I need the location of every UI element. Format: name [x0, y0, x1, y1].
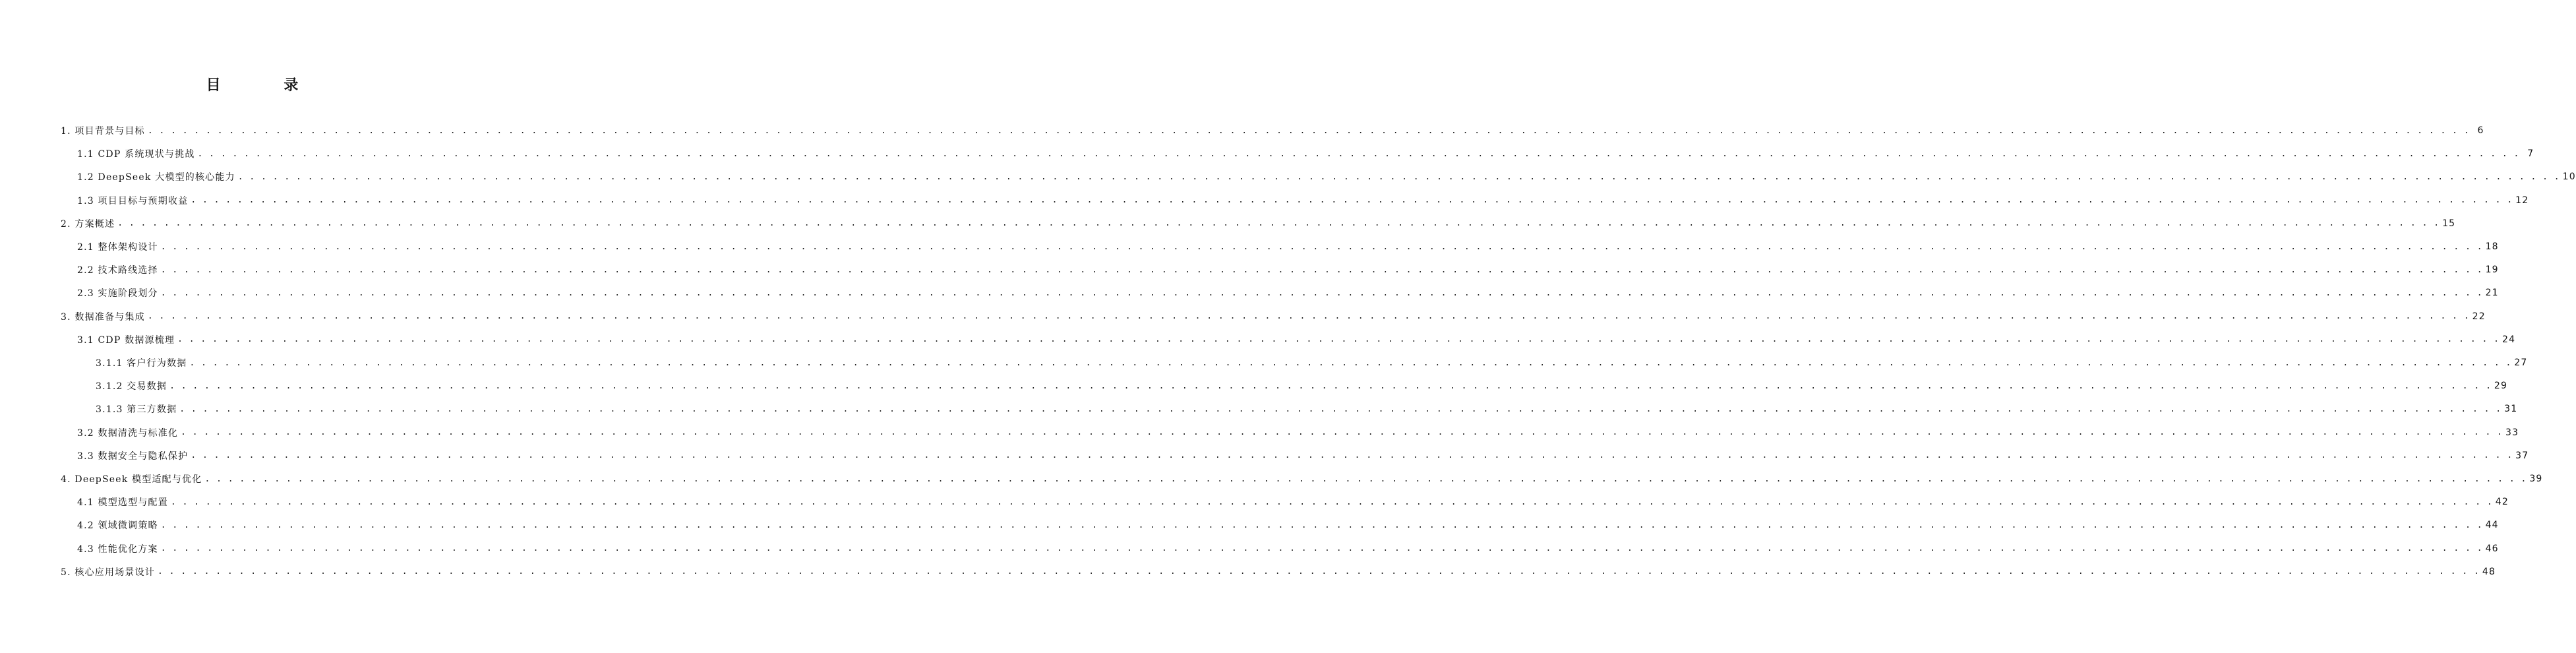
toc-entry-page-number: 48	[2482, 566, 2496, 577]
toc-entry-page-number: 39	[2529, 474, 2543, 484]
toc-entry-page-number: 24	[2501, 334, 2516, 345]
dot-leader: . . . . . . . . . . . . . . . . . . . . . . . . . . . . . . . . . . . . . . . . . . . . . . . . . . . . . . . . . . . . . . . . . . . . . . . . . . . . . . . . . . . . . . . . . . . . . . . . . . . . . . . . . . . . . . . . . . . . . . . . . . . . . . . . . . . . . . . . . . . . . . . . . . . . . . . . . . . . . . . . . . . . . . . . . . . . . . . . . . . . . . . . . . . . . . . . . . . . . . . .	[179, 404, 2502, 414]
toc-entry-label: 1.1 CDP 系统现状与挑战	[77, 149, 195, 160]
toc-title: 目 录	[206, 77, 328, 94]
toc-entry-page-number: 18	[2485, 241, 2499, 252]
toc-entry-label: 1.2 DeepSeek 大模型的核心能力	[77, 172, 235, 183]
toc-entry[interactable]	[0, 378, 2508, 394]
dot-leader: . . . . . . . . . . . . . . . . . . . . . . . . . . . . . . . . . . . . . . . . . . . . . . . . . . . . . . . . . . . . . . . . . . . . . . . . . . . . . . . . . . . . . . . . . . . . . . . . . . . . . . . . . . . . . . . . . . . . . . . . . . . . . . . . . . . . . . . . . . . . . . . . . . . . . . . . . . . . . . . . . . . . . . . . . . . . . . . . . . . . . . . . . . . . . . . . . . . . . . . .	[197, 148, 2520, 159]
toc-entry-page-number: 15	[2442, 218, 2456, 229]
toc-entry-label: 2.3 实施阶段划分	[77, 288, 158, 299]
toc-entry-page-number: 33	[2505, 427, 2519, 438]
dot-leader: . . . . . . . . . . . . . . . . . . . . . . . . . . . . . . . . . . . . . . . . . . . . . . . . . . . . . . . . . . . . . . . . . . . . . . . . . . . . . . . . . . . . . . . . . . . . . . . . . . . . . . . . . . . . . . . . . . . . . . . . . . . . . . . . . . . . . . . . . . . . . . . . . . . . . . . . . . . . . . . . . . . . . . . . . . . . . . . . . . . . . . . . . . . . . . . . . . . . . . . .	[189, 358, 2512, 368]
toc-entry-page-number: 42	[2495, 497, 2509, 508]
dot-leader: . . . . . . . . . . . . . . . . . . . . . . . . . . . . . . . . . . . . . . . . . . . . . . . . . . . . . . . . . . . . . . . . . . . . . . . . . . . . . . . . . . . . . . . . . . . . . . . . . . . . . . . . . . . . . . . . . . . . . . . . . . . . . . . . . . . . . . . . . . . . . . . . . . . . . . . . . . . . . . . . . . . . . . . . . . . . . . . . . . . . . . . . . . . . . . . . . . . . . . . .	[181, 427, 2503, 438]
dot-leader: . . . . . . . . . . . . . . . . . . . . . . . . . . . . . . . . . . . . . . . . . . . . . . . . . . . . . . . . . . . . . . . . . . . . . . . . . . . . . . . . . . . . . . . . . . . . . . . . . . . . . . . . . . . . . . . . . . . . . . . . . . . . . . . . . . . . . . . . . . . . . . . . . . . . . . . . . . . . . . . . . . . . . . . . . . . . . . . . . . . . . . . . . . . . . . . . . . . . . . . .	[160, 520, 2483, 530]
toc-entry-label: 3. 数据准备与集成	[61, 311, 145, 323]
toc-entry[interactable]	[0, 146, 2534, 162]
toc-entry-page-number: 7	[2527, 148, 2534, 160]
dot-leader: . . . . . . . . . . . . . . . . . . . . . . . . . . . . . . . . . . . . . . . . . . . . . . . . . . . . . . . . . . . . . . . . . . . . . . . . . . . . . . . . . . . . . . . . . . . . . . . . . . . . . . . . . . . . . . . . . . . . . . . . . . . . . . . . . . . . . . . . . . . . . . . . . . . . . . . . . . . . . . . . . . . . . . . . . . . . . . . . . . . . . . . . . . . . . . . . . . . . . . . .	[160, 544, 2483, 554]
toc-entry[interactable]	[0, 285, 2499, 301]
toc-entry-label: 3.1.2 交易数据	[96, 381, 167, 392]
toc-entry[interactable]	[0, 355, 2528, 371]
toc-entry-page-number: 10	[2562, 171, 2576, 183]
toc-entry[interactable]	[0, 216, 2456, 232]
toc-entry[interactable]	[0, 193, 2529, 208]
dot-leader: . . . . . . . . . . . . . . . . . . . . . . . . . . . . . . . . . . . . . . . . . . . . . . . . . . . . . . . . . . . . . . . . . . . . . . . . . . . . . . . . . . . . . . . . . . . . . . . . . . . . . . . . . . . . . . . . . . . . . . . . . . . . . . . . . . . . . . . . . . . . . . . . . . . . . . . . . . . . . . . . . . . . . . . . . . . . . . . . . . . . . . . . . . . . . . . . . . . . . . . .	[169, 381, 2492, 391]
toc-entry-page-number: 21	[2485, 288, 2499, 299]
dot-leader: . . . . . . . . . . . . . . . . . . . . . . . . . . . . . . . . . . . . . . . . . . . . . . . . . . . . . . . . . . . . . . . . . . . . . . . . . . . . . . . . . . . . . . . . . . . . . . . . . . . . . . . . . . . . . . . . . . . . . . . . . . . . . . . . . . . . . . . . . . . . . . . . . . . . . . . . . . . . . . . . . . . . . . . . . . . . . . . . . . . . . . . . . . . . . . . . . . . . . . . .	[117, 218, 2440, 229]
toc-entry-page-number: 44	[2485, 520, 2499, 531]
toc-entry-label: 1. 项目背景与目标	[61, 126, 145, 137]
toc-entry-page-number: 22	[2472, 311, 2486, 322]
toc-entry[interactable]	[0, 517, 2499, 533]
dot-leader: . . . . . . . . . . . . . . . . . . . . . . . . . . . . . . . . . . . . . . . . . . . . . . . . . . . . . . . . . . . . . . . . . . . . . . . . . . . . . . . . . . . . . . . . . . . . . . . . . . . . . . . . . . . . . . . . . . . . . . . . . . . . . . . . . . . . . . . . . . . . . . . . . . . . . . . . . . . . . . . . . . . . . . . . . . . . . . . . . . . . . . . . . . . . . . . . . . . . . . . .	[160, 288, 2483, 298]
toc-entry[interactable]	[0, 169, 2576, 185]
toc-entry-label: 4.2 领域微调策略	[77, 520, 158, 532]
toc-entry[interactable]	[0, 425, 2519, 441]
toc-entry-label: 2. 方案概述	[61, 218, 115, 230]
dot-leader: . . . . . . . . . . . . . . . . . . . . . . . . . . . . . . . . . . . . . . . . . . . . . . . . . . . . . . . . . . . . . . . . . . . . . . . . . . . . . . . . . . . . . . . . . . . . . . . . . . . . . . . . . . . . . . . . . . . . . . . . . . . . . . . . . . . . . . . . . . . . . . . . . . . . . . . . . . . . . . . . . . . . . . . . . . . . . . . . . . . . . . . . . . . . . . . . . . . . . . . .	[147, 125, 2470, 136]
toc-entry-page-number: 37	[2515, 450, 2529, 461]
dot-leader: . . . . . . . . . . . . . . . . . . . . . . . . . . . . . . . . . . . . . . . . . . . . . . . . . . . . . . . . . . . . . . . . . . . . . . . . . . . . . . . . . . . . . . . . . . . . . . . . . . . . . . . . . . . . . . . . . . . . . . . . . . . . . . . . . . . . . . . . . . . . . . . . . . . . . . . . . . . . . . . . . . . . . . . . . . . . . . . . . . . . . . . . . . . . . . . . . . . . . . . .	[158, 567, 2480, 577]
toc-entry[interactable]	[0, 332, 2516, 348]
dot-leader: . . . . . . . . . . . . . . . . . . . . . . . . . . . . . . . . . . . . . . . . . . . . . . . . . . . . . . . . . . . . . . . . . . . . . . . . . . . . . . . . . . . . . . . . . . . . . . . . . . . . . . . . . . . . . . . . . . . . . . . . . . . . . . . . . . . . . . . . . . . . . . . . . . . . . . . . . . . . . . . . . . . . . . . . . . . . . . . . . . . . . . . . . . . . . . . . . . . . . . . .	[177, 334, 2500, 345]
toc-entry-label: 4.3 性能优化方案	[77, 544, 158, 555]
toc-entry[interactable]	[0, 309, 2486, 325]
toc-entry-label: 3.1.1 客户行为数据	[96, 358, 187, 369]
toc-entry-page-number: 12	[2515, 195, 2529, 206]
toc-entry[interactable]	[0, 448, 2529, 464]
toc-entry-label: 4.1 模型选型与配置	[77, 497, 168, 509]
dot-leader: . . . . . . . . . . . . . . . . . . . . . . . . . . . . . . . . . . . . . . . . . . . . . . . . . . . . . . . . . . . . . . . . . . . . . . . . . . . . . . . . . . . . . . . . . . . . . . . . . . . . . . . . . . . . . . . . . . . . . . . . . . . . . . . . . . . . . . . . . . . . . . . . . . . . . . . . . . . . . . . . . . . . . . . . . . . . . . . . . . . . . . . . . . . . . . . . . . . . . . . .	[160, 241, 2483, 252]
toc-entry[interactable]	[0, 541, 2499, 557]
dot-leader: . . . . . . . . . . . . . . . . . . . . . . . . . . . . . . . . . . . . . . . . . . . . . . . . . . . . . . . . . . . . . . . . . . . . . . . . . . . . . . . . . . . . . . . . . . . . . . . . . . . . . . . . . . . . . . . . . . . . . . . . . . . . . . . . . . . . . . . . . . . . . . . . . . . . . . . . . . . . . . . . . . . . . . . . . . . . . . . . . . . . . . . . . . . . . . . . . . . . . . . .	[191, 195, 2513, 206]
toc-entry-label: 1.3 项目目标与预期收益	[77, 195, 189, 206]
toc-entry[interactable]	[0, 239, 2499, 255]
toc-entry-label: 5. 核心应用场景设计	[61, 567, 156, 578]
dot-leader: . . . . . . . . . . . . . . . . . . . . . . . . . . . . . . . . . . . . . . . . . . . . . . . . . . . . . . . . . . . . . . . . . . . . . . . . . . . . . . . . . . . . . . . . . . . . . . . . . . . . . . . . . . . . . . . . . . . . . . . . . . . . . . . . . . . . . . . . . . . . . . . . . . . . . . . . . . . . . . . . . . . . . . . . . . . . . . . . . . . . . . . . . . . . . . . . . . . . . . . .	[160, 264, 2483, 275]
dot-leader: . . . . . . . . . . . . . . . . . . . . . . . . . . . . . . . . . . . . . . . . . . . . . . . . . . . . . . . . . . . . . . . . . . . . . . . . . . . . . . . . . . . . . . . . . . . . . . . . . . . . . . . . . . . . . . . . . . . . . . . . . . . . . . . . . . . . . . . . . . . . . . . . . . . . . . . . . . . . . . . . . . . . . . . . . . . . . . . . . . . . . . . . . . . . . . . . . . . . . . . .	[170, 497, 2493, 507]
toc-entry[interactable]	[0, 471, 2543, 487]
toc-entry-page-number: 31	[2504, 404, 2518, 415]
toc-entry[interactable]	[0, 401, 2518, 417]
toc-entry[interactable]	[0, 564, 2496, 580]
toc-entry[interactable]	[0, 262, 2499, 278]
toc-entry-label: 3.1.3 第三方数据	[96, 404, 177, 416]
toc-entry-label: 3.3 数据安全与隐私保护	[77, 451, 189, 462]
toc-entry-label: 2.1 整体架构设计	[77, 242, 158, 253]
toc-entry-label: 2.2 技术路线选择	[77, 265, 158, 276]
toc-entry[interactable]	[0, 494, 2509, 510]
toc-entry-page-number: 29	[2494, 381, 2508, 392]
dot-leader: . . . . . . . . . . . . . . . . . . . . . . . . . . . . . . . . . . . . . . . . . . . . . . . . . . . . . . . . . . . . . . . . . . . . . . . . . . . . . . . . . . . . . . . . . . . . . . . . . . . . . . . . . . . . . . . . . . . . . . . . . . . . . . . . . . . . . . . . . . . . . . . . . . . . . . . . . . . . . . . . . . . . . . . . . . . . . . . . . . . . . . . . . . . . . . . . . . . . . . . .	[237, 171, 2560, 182]
toc-entry-label: 3.2 数据清洗与标准化	[77, 427, 179, 439]
dot-leader: . . . . . . . . . . . . . . . . . . . . . . . . . . . . . . . . . . . . . . . . . . . . . . . . . . . . . . . . . . . . . . . . . . . . . . . . . . . . . . . . . . . . . . . . . . . . . . . . . . . . . . . . . . . . . . . . . . . . . . . . . . . . . . . . . . . . . . . . . . . . . . . . . . . . . . . . . . . . . . . . . . . . . . . . . . . . . . . . . . . . . . . . . . . . . . . . . . . . . . . .	[204, 474, 2527, 484]
toc-entry-page-number: 6	[2477, 125, 2484, 136]
toc-entry-page-number: 19	[2485, 264, 2499, 276]
dot-leader: . . . . . . . . . . . . . . . . . . . . . . . . . . . . . . . . . . . . . . . . . . . . . . . . . . . . . . . . . . . . . . . . . . . . . . . . . . . . . . . . . . . . . . . . . . . . . . . . . . . . . . . . . . . . . . . . . . . . . . . . . . . . . . . . . . . . . . . . . . . . . . . . . . . . . . . . . . . . . . . . . . . . . . . . . . . . . . . . . . . . . . . . . . . . . . . . . . . . . . . .	[191, 451, 2513, 461]
toc-entry-label: 4. DeepSeek 模型适配与优化	[61, 474, 202, 485]
toc-entry-page-number: 27	[2514, 358, 2528, 368]
toc-entry-label: 3.1 CDP 数据源梳理	[77, 334, 175, 346]
dot-leader: . . . . . . . . . . . . . . . . . . . . . . . . . . . . . . . . . . . . . . . . . . . . . . . . . . . . . . . . . . . . . . . . . . . . . . . . . . . . . . . . . . . . . . . . . . . . . . . . . . . . . . . . . . . . . . . . . . . . . . . . . . . . . . . . . . . . . . . . . . . . . . . . . . . . . . . . . . . . . . . . . . . . . . . . . . . . . . . . . . . . . . . . . . . . . . . . . . . . . . . .	[147, 311, 2470, 322]
toc-entry-page-number: 46	[2485, 543, 2499, 554]
toc-entry[interactable]	[0, 123, 2484, 139]
